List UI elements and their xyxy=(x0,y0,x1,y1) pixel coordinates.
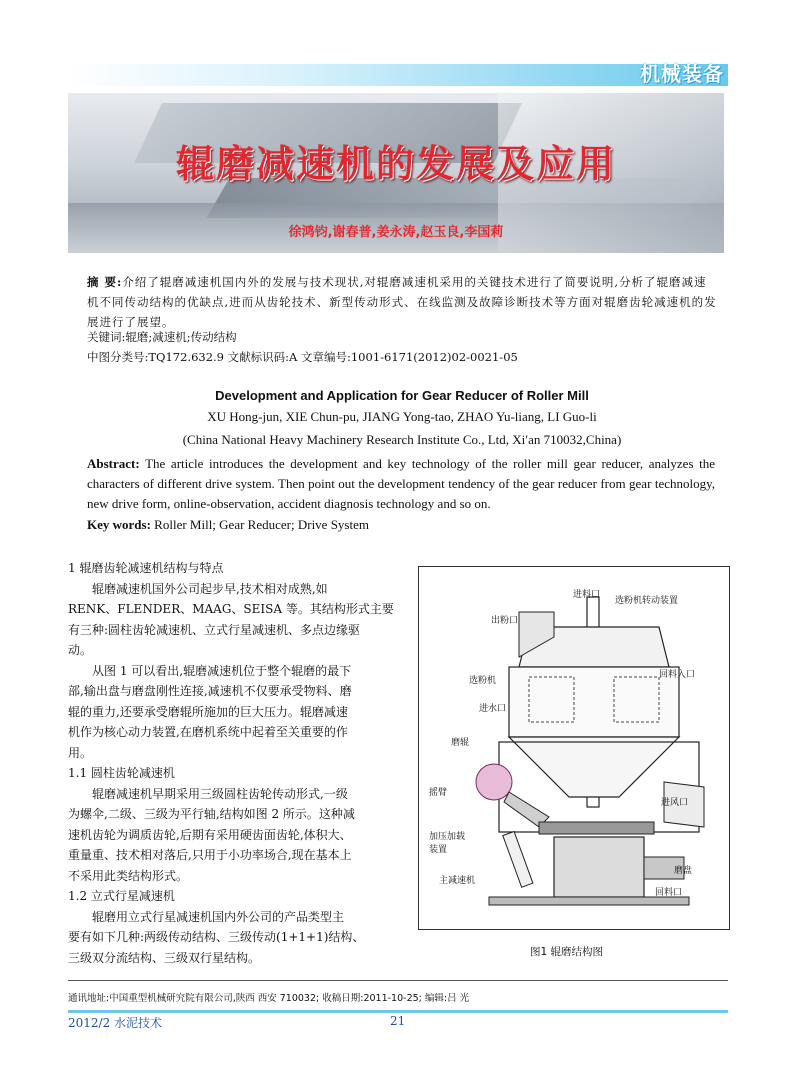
section-heading: 1 辊磨齿轮减速机结构与特点 xyxy=(68,561,224,575)
english-authors: XU Hong-jun, XIE Chun-pu, JIANG Yong-tao, ZHAO Yu-liang, LI Guo-li xyxy=(207,409,597,424)
text-line: 辊磨用立式行星减速机国内外公司的产品类型主 xyxy=(92,909,345,924)
hydraulic-cylinder xyxy=(503,831,533,887)
keywords-cn xyxy=(87,329,237,345)
english-abstract-label: Abstract: xyxy=(87,456,140,471)
label-main-reducer: 主减速机 xyxy=(439,876,476,886)
title-banner xyxy=(68,93,724,253)
text-line: 动。 xyxy=(68,643,93,657)
paragraph xyxy=(68,681,380,763)
footnote: 通讯地址:中国重型机械研究院有限公司,陕西 西安 710032; 收稿日期:2011-10-25; 编辑:吕 光 xyxy=(68,993,470,1004)
text-line: 辊磨减速机国外公司起步早,技术相对成熟,如 xyxy=(92,581,328,596)
main-reducer xyxy=(554,837,644,897)
text-line: 速机齿轮为调质齿轮,后期有采用硬齿面齿轮,体积大、 xyxy=(68,827,352,842)
header-bar xyxy=(68,64,728,86)
abstract-label: 摘 要: xyxy=(87,275,123,289)
text-line: 部,输出盘与磨盘刚性连接,减速机不仅要承受物料、磨 xyxy=(68,684,352,698)
journal-issue: 2012/2 水泥技术 xyxy=(68,1016,163,1030)
paragraph xyxy=(68,907,380,928)
foundation xyxy=(489,897,689,905)
classification-line: 中图分类号:TQ172.632.9 文献标识码:A 文章编号:1001-6171(2012)02-0021-05 xyxy=(87,350,518,364)
label-grinding-table: 磨盘 xyxy=(674,866,693,876)
english-abstract xyxy=(87,454,715,514)
text-line: 为螺伞,二级、三级为平行轴,结构如图 2 所示。这种减 xyxy=(68,807,355,821)
paragraph xyxy=(68,804,380,886)
paragraph xyxy=(68,927,380,968)
paragraph xyxy=(68,599,394,661)
section-tag: 机械装备 xyxy=(640,62,724,86)
label-separator-drive: 选粉机转动装置 xyxy=(615,596,679,606)
english-title: Development and Application for Gear Reducer of Roller Mill xyxy=(215,388,589,403)
keywords-text: 辊磨;减速机;传动结构 xyxy=(125,330,237,344)
footer-rule xyxy=(68,1010,728,1013)
text-line: RENK、FLENDER、MAAG、SEISA 等。其结构形式主要 xyxy=(68,602,394,616)
english-abstract-text: The article introduces the development and key technology of the roller mill gear reducer, analyzes the characters of different drive system. Then point out the development tendency of the gear reducer from gear technology, new drive form, online-observation, accident diagnosis technology and so on. xyxy=(87,456,716,511)
footnote-rule xyxy=(68,980,728,981)
label-return-out: 回料口 xyxy=(655,888,683,898)
label-powder-out: 出粉口 xyxy=(491,616,519,626)
english-keywords-text: Roller Mill; Gear Reducer; Drive System xyxy=(154,517,369,532)
text-line: 用。 xyxy=(68,745,93,760)
label-roller: 磨辊 xyxy=(451,738,470,748)
label-water-in: 进水口 xyxy=(479,704,507,714)
article-authors: 徐鸿钧,谢春普,姜永涛,赵玉良,李国莉 xyxy=(288,225,504,240)
paragraph xyxy=(68,579,380,600)
paragraph xyxy=(68,784,380,805)
label-return-in: 回料入口 xyxy=(659,670,696,680)
english-keywords xyxy=(87,517,369,533)
page-number: 21 xyxy=(390,1014,406,1028)
abstract-cn xyxy=(87,272,717,332)
grinding-table xyxy=(539,822,654,834)
text-line: 三级双分流结构、三级双行星结构。 xyxy=(68,950,261,965)
article-title: 辊磨减速机的发展及应用 xyxy=(175,142,616,186)
label-hot-air-in: 进风口 xyxy=(661,798,689,808)
label-feed: 进料口 xyxy=(573,590,601,600)
abstract-text: 介绍了辊磨减速机国内外的发展与技术现状,对辊磨减速机采用的关键技术进行了简要说明,分析了辊磨减速机不同传动结构的优缺点,进而从齿轮技术、新型传动形式、在线监测及故障诊断技术等方面对辊磨齿轮减速机的发展进行了展望。 xyxy=(87,275,717,329)
section-heading: 1.1 圆柱齿轮减速机 xyxy=(68,766,175,780)
text-line: 不采用此类结构形式。 xyxy=(68,868,189,883)
text-line: 要有如下几种:两级传动结构、三级传动(1+1+1)结构、 xyxy=(68,930,365,944)
body-column xyxy=(68,558,394,968)
paragraph xyxy=(68,661,380,682)
figure-frame xyxy=(418,566,730,930)
english-institute: (China National Heavy Machinery Research Institute Co., Ltd, Xi′an 710032,China) xyxy=(182,432,622,447)
text-line: 从图 1 可以看出,辊磨减速机位于整个辊磨的最下 xyxy=(92,663,352,678)
keywords-label: 关键词: xyxy=(87,330,126,344)
text-line: 重量重、技术相对落后,只用于小功率场合,现在基本上 xyxy=(68,848,352,862)
label-separator: 选粉机 xyxy=(469,676,497,686)
label-rocker: 摇臂 xyxy=(429,788,448,798)
text-line: 辊磨减速机早期采用三级圆柱齿轮传动形式,一级 xyxy=(92,786,348,801)
label-pressure-device: 加压加载装置 xyxy=(429,832,466,855)
section-heading: 1.2 立式行星减速机 xyxy=(68,889,175,903)
grinding-roller xyxy=(476,764,512,800)
english-keywords-label: Key words: xyxy=(87,517,151,532)
text-line: 机作为核心动力装置,在磨机系统中起着至关重要的作 xyxy=(68,725,348,739)
text-line: 有三种:圆柱齿轮减速机、立式行星减速机、多点边缘驱 xyxy=(68,622,361,637)
separator-cone xyxy=(509,737,679,797)
text-line: 辊的重力,还要承受磨辊所施加的巨大压力。辊磨减速 xyxy=(68,704,348,719)
figure-caption: 图1 辊磨结构图 xyxy=(530,946,604,958)
